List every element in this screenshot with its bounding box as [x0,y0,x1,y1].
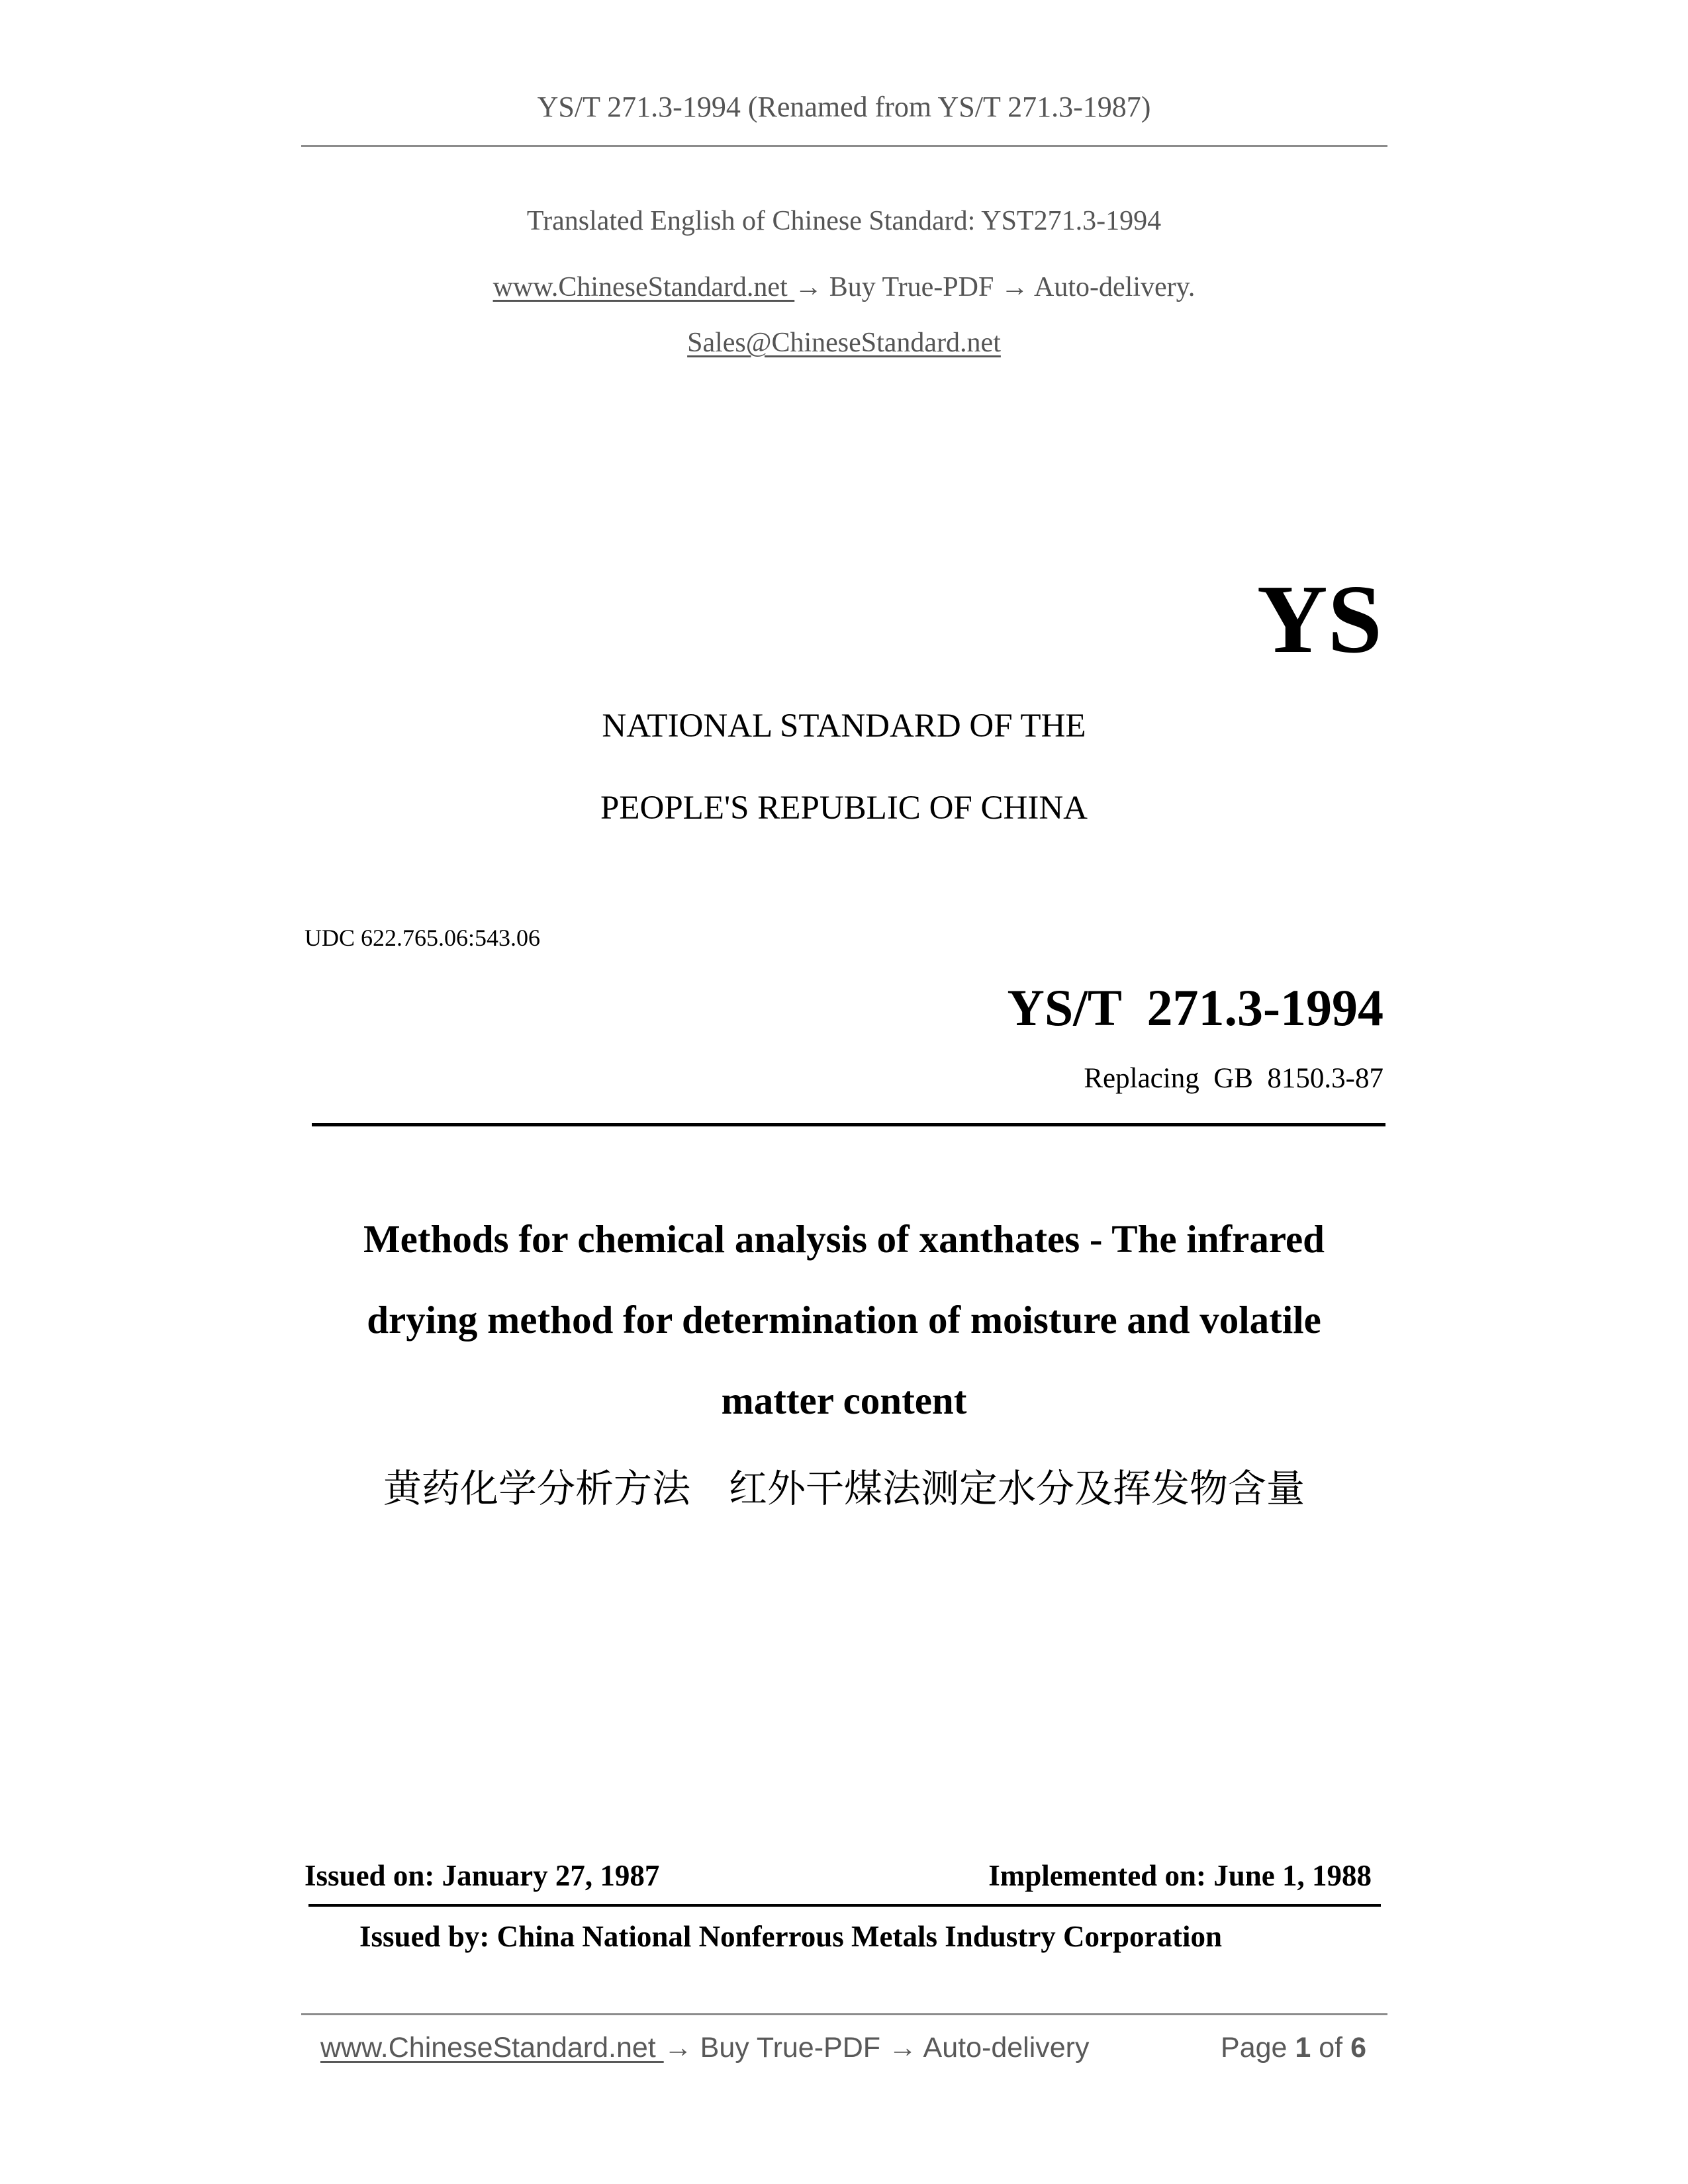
replacing-standard: Replacing GB 8150.3-87 [1084,1063,1383,1094]
arrow-right-icon: → [1000,272,1029,302]
issued-on-date: Issued on: January 27, 1987 [305,1859,660,1892]
arrow-right-icon: → [794,272,823,302]
standard-code-mark: YS [1256,565,1382,674]
running-header: YS/T 271.3-1994 (Renamed from YS/T 271.3-1987) [537,91,1151,123]
page-current: 1 [1295,2032,1311,2064]
issued-divider [308,1904,1381,1907]
page-indicator [1221,2032,1366,2064]
email-link[interactable]: Sales@ChineseStandard.net [687,328,1001,358]
header-divider [301,145,1387,147]
buy-true-pdf-label: Buy True-PDF [822,272,1001,302]
auto-delivery-label: Auto-delivery. [1028,272,1196,302]
page-total: 6 [1350,2032,1366,2064]
national-standard-line2: PEOPLE'S REPUBLIC OF CHINA [600,790,1088,827]
title-en-line3: matter content [721,1379,967,1422]
issued-by: Issued by: China National Nonferrous Metals Industry Corporation [359,1920,1223,1953]
promo-line [0,271,1688,303]
standard-number: YS/T 271.3-1994 [1007,979,1383,1036]
site-link[interactable]: www.ChineseStandard.net [492,272,795,302]
footer-auto-delivery-label: Auto-delivery [916,2032,1090,2064]
title-cn: 黄药化学分析方法 红外干煤法测定水分及挥发物含量 [383,1466,1305,1511]
implemented-on-date: Implemented on: June 1, 1988 [988,1859,1372,1892]
number-divider [312,1123,1385,1126]
footer-site-link[interactable]: www.ChineseStandard.net [320,2032,664,2064]
email-line [0,327,1688,359]
title-en-line2: drying method for determination of moisture and volatile [367,1298,1321,1342]
udc-code: UDC 622.765.06:543.06 [305,925,541,951]
page-label: Page [1221,2032,1295,2064]
footer-divider [301,2013,1387,2015]
national-standard-line1: NATIONAL STANDARD OF THE [602,707,1086,745]
arrow-right-icon: → [888,2032,917,2064]
title-en-line1: Methods for chemical analysis of xanthates - The infrared [363,1217,1325,1261]
page-of-label: of [1311,2032,1351,2064]
footer-buy-true-pdf-label: Buy True-PDF [692,2032,888,2064]
footer-promo-line [320,2032,1090,2064]
translated-line: Translated English of Chinese Standard: YST271.3-1994 [526,206,1162,236]
arrow-right-icon: → [663,2032,692,2064]
